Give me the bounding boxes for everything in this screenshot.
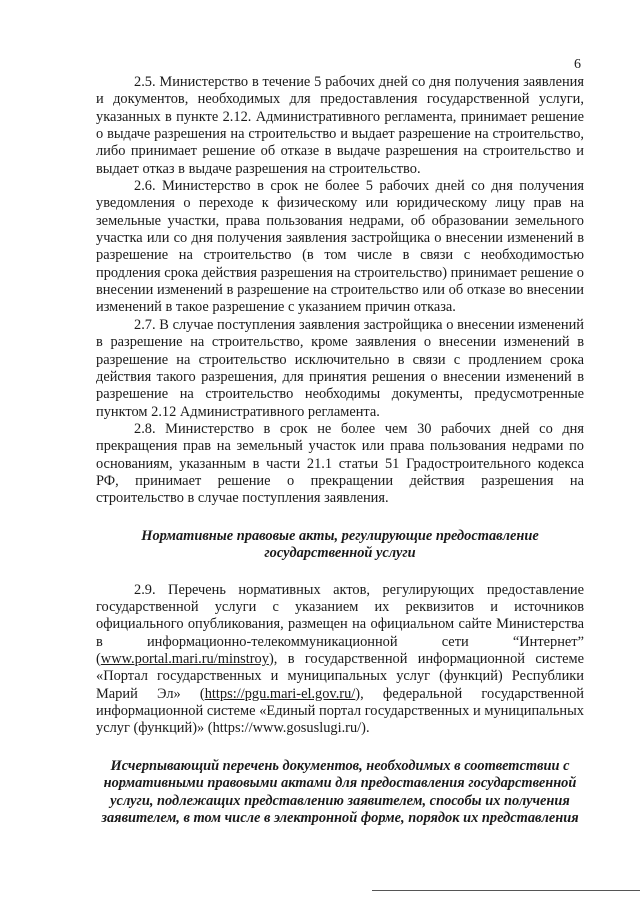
paragraph-2-9-text-1: 2.9. Перечень нормативных актов, регулирующих предоставление государственной услуги с указанием их реквизитов и источников официального опубликования, размещен на официальном сайте Министерства в информационно-телекоммуникационной сети “Интернет” ( (96, 581, 584, 667)
paragraph-2-9-text-3: ), федеральной государственной информационной системе «Единый портал государственных и муниципальных услуг (функций)» (https://www.gosuslugi.ru/). (96, 685, 584, 737)
paragraph-2-7: 2.7. В случае поступления заявления застройщика о внесении изменений в разрешение на строительство, кроме заявления о внесении изменений в разрешение на строительство исключительно в связи с продлением срока действия такого разрешения, для принятия решения о внесении изменений в разрешение на строительство необходимы документы, предусмотренные пунктом 2.12 Административного регламента. (96, 316, 584, 420)
paragraph-2-8: 2.8. Министерство в срок не более чем 30 рабочих дней со дня прекращения прав на земельный участок или права пользования недрами по основаниям, указанным в части 21.1 статьи 51 Градостроительного кодекса РФ, принимает решение о прекращении действия разрешения на строительство в случае поступления заявления. (96, 420, 584, 507)
page-number: 6 (574, 57, 581, 72)
bottom-divider (372, 890, 640, 891)
paragraph-2-5: 2.5. Министерство в течение 5 рабочих дней со дня получения заявления и документов, необходимых для предоставления государственной услуги, указанных в пункте 2.12. Административного регламента, принимает решение о выдаче разрешения на строительство и выдает разрешение на строительство, либо принимает решение об отказе в выдаче разрешения на строительство и выдает отказ в выдаче разрешения на строительство. (96, 74, 584, 177)
minstroy-link[interactable]: www.portal.mari.ru/minstroy (100, 650, 269, 667)
paragraph-2-9-text-2: ), в государственной информационной системе «Портал государственных и муниципальных услуг (функций) Республики Марий Эл» ( (96, 650, 584, 702)
paragraph-2-6: 2.6. Министерство в срок не более 5 рабочих дней со дня получения уведомления о переходе к физическому или юридическому лицу прав на земельные участки, права пользования недрами, об образовании земельного участка или со дня получения заявления застройщика о внесении изменений в разрешение на строительство (в том числе в связи с необходимостью продления срока действия разрешения на строительство) принимает решение о внесении изменений в разрешение на строительство или об отказе во внесении изменений в такое разрешение с указанием причин отказа. (96, 178, 584, 316)
paragraph-2-9 (96, 582, 584, 738)
section-heading-documents-list: Исчерпывающий перечень документов, необходимых в соответствии с нормативными правовыми актами для предоставления государственной услуги, подлежащих представлению заявителем, способы их получения заявителем, в том числе в электронной форме, порядок их представления (101, 757, 579, 827)
pgu-portal-link[interactable]: https://pgu.mari-el.gov.ru/ (204, 685, 356, 702)
document-body (96, 74, 584, 828)
section-heading-regulatory-acts: Нормативные правовые акты, регулирующие предоставление государственной услуги (141, 527, 539, 562)
